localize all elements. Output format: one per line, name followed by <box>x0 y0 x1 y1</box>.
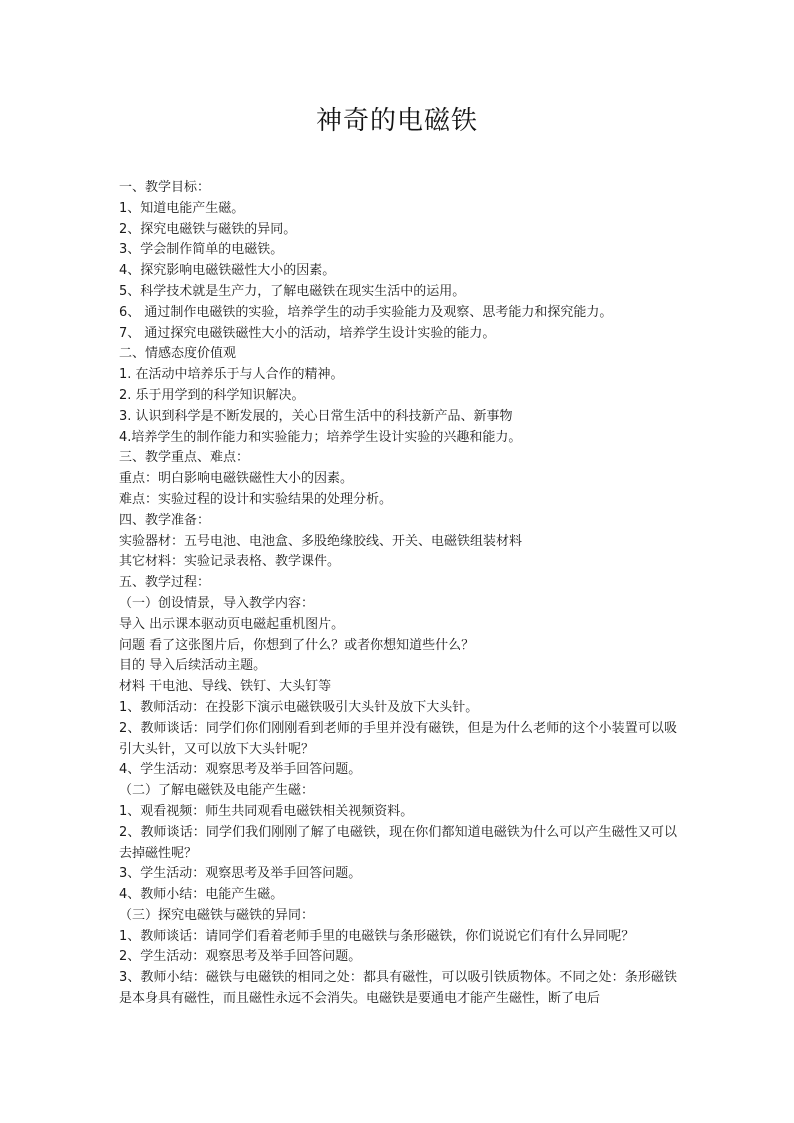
section-heading-key-points: 三、教学重点、难点： <box>119 450 250 466</box>
process-line: 1、观看视频：师生共同观看电磁铁相关视频资料。 <box>119 803 414 819</box>
objective-item: 3、学会制作简单的电磁铁。 <box>119 242 284 258</box>
process-line: 1、教师谈话：请同学们看着老师手里的电磁铁与条形磁铁，你们说说它们有什么异同呢？ <box>119 928 635 944</box>
section-heading-preparation: 四、教学准备： <box>119 512 211 528</box>
process-line: 4、教师小结：电能产生磁。 <box>119 887 284 903</box>
preparation-equipment: 实验器材：五号电池、电池盒、多股绝缘胶线、开关、电磁铁组装材料 <box>119 533 523 549</box>
values-item: 1. 在活动中培养乐于与人合作的精神。 <box>119 367 344 383</box>
values-item: 2. 乐于用学到的科学知识解决。 <box>119 387 305 403</box>
process-line: 1、教师活动：在投影下演示电磁铁吸引大头针及放下大头针。 <box>119 699 479 715</box>
process-line: 问题 看了这张图片后，你想到了什么？或者你想知道些什么？ <box>119 637 475 653</box>
process-paragraph: 2、教师谈话：同学们你们刚刚看到老师的手里并没有磁铁，但是为什么老师的这个小装置可以吸引大头针，又可以放下大头针呢？ <box>119 720 677 757</box>
process-line: 目的 导入后续活动主题。 <box>119 658 267 674</box>
section-heading-process: 五、教学过程： <box>119 575 211 591</box>
document-title: 神奇的电磁铁 <box>315 106 478 136</box>
objective-item: 7、 通过探究电磁铁磁性大小的活动，培养学生设计实验的能力。 <box>119 325 496 341</box>
objective-item: 6、 通过制作电磁铁的实验，培养学生的动手实验能力及观察、思考能力和探究能力。 <box>119 304 613 320</box>
process-paragraph: 3、教师小结：磁铁与电磁铁的相同之处：都具有磁性，可以吸引铁质物体。不同之处：条形磁铁是本身具有磁性，而且磁性永远不会消失。电磁铁是要通电才能产生磁性，断了电后 <box>119 970 677 1007</box>
values-item: 4.培养学生的制作能力和实验能力；培养学生设计实验的兴趣和能力。 <box>119 429 522 445</box>
process-line: 导入 出示课本驱动页电磁起重机图片。 <box>119 616 345 632</box>
process-paragraph: 2、教师谈话：同学们我们刚刚了解了电磁铁，现在你们都知道电磁铁为什么可以产生磁性又可以去掉磁性呢？ <box>119 824 677 861</box>
objective-item: 1、知道电能产生磁。 <box>119 200 245 216</box>
document-body <box>119 178 677 1010</box>
section-heading-objectives: 一、教学目标： <box>119 180 211 195</box>
objective-item: 5、科学技术就是生产力，了解电磁铁在现实生活中的运用。 <box>119 283 466 299</box>
process-line: 3、学生活动：观察思考及举手回答问题。 <box>119 866 362 882</box>
subsection-heading: （三）探究电磁铁与磁铁的异同： <box>119 907 315 923</box>
objective-item: 2、探究电磁铁与磁铁的异同。 <box>119 221 297 237</box>
preparation-materials: 其它材料：实验记录表格、教学课件。 <box>119 554 341 570</box>
process-line: 4、学生活动：观察思考及举手回答问题。 <box>119 762 362 778</box>
process-line: 2、学生活动：观察思考及举手回答问题。 <box>119 949 362 965</box>
section-heading-values: 二、情感态度价值观 <box>119 346 237 362</box>
difficult-point-item: 难点：实验过程的设计和实验结果的处理分析。 <box>119 491 393 507</box>
subsection-heading: （一）创设情景，导入教学内容： <box>119 595 315 611</box>
values-item: 3. 认识到科学是不断发展的，关心日常生活中的科技新产品、新事物 <box>119 408 513 424</box>
process-line: 材料 干电池、导线、铁钉、大头钉等 <box>119 679 332 695</box>
subsection-heading: （二）了解电磁铁及电能产生磁： <box>119 783 315 799</box>
key-point-item: 重点：明白影响电磁铁磁性大小的因素。 <box>119 471 354 487</box>
objective-item: 4、探究影响电磁铁磁性大小的因素。 <box>119 263 336 279</box>
